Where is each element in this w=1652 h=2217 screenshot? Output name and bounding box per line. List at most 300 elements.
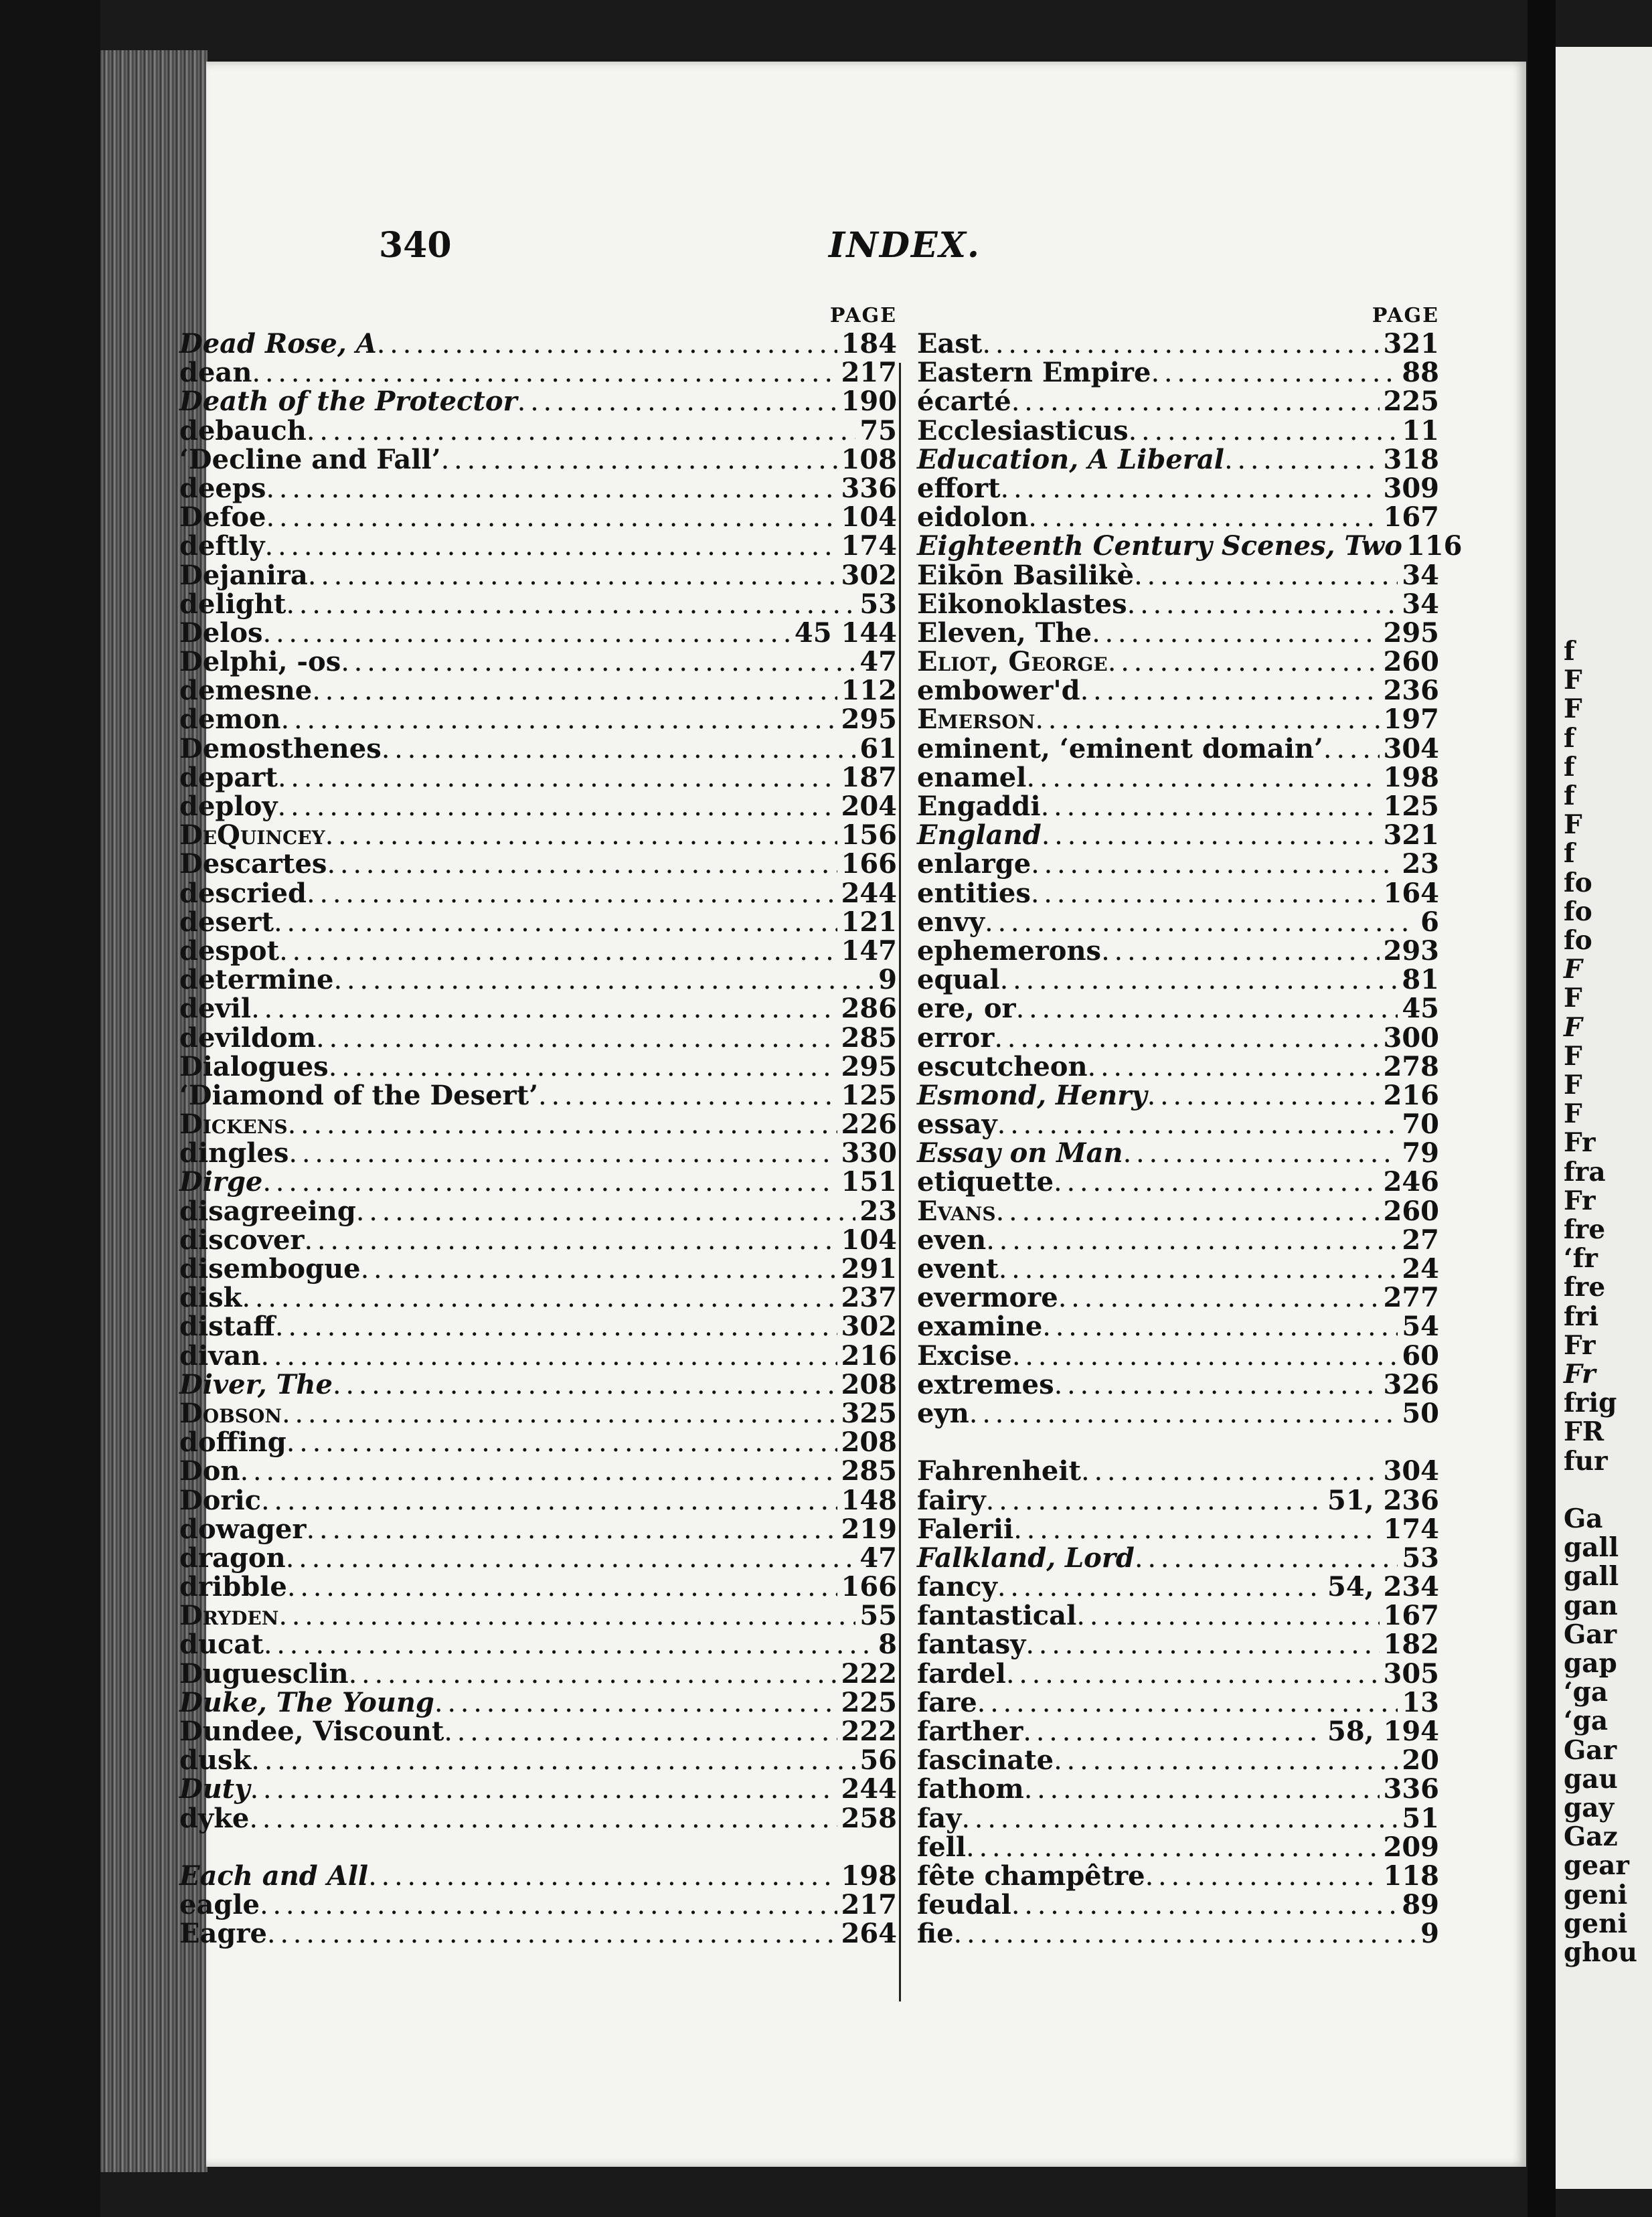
dot-leader	[307, 879, 837, 908]
entry-term: escutcheon	[917, 1050, 1088, 1082]
entry-term: eidolon	[917, 501, 1029, 533]
facing-page-fragment: frig	[1564, 1388, 1617, 1419]
index-entry	[179, 965, 897, 994]
index-entry	[179, 1804, 897, 1833]
dot-leader	[985, 908, 1416, 937]
entry-term: Eleven, The	[917, 617, 1092, 649]
entry-term: etiquette	[917, 1166, 1054, 1198]
entry-page-number: 156	[841, 819, 897, 851]
entry-term: despot	[179, 934, 280, 967]
index-entry	[917, 1515, 1439, 1544]
entry-term: Education, A Liberal	[917, 443, 1224, 475]
dot-leader	[1016, 994, 1398, 1023]
index-entry	[179, 1688, 897, 1717]
index-entry	[917, 1688, 1439, 1717]
index-entry	[179, 1717, 897, 1746]
entry-term: eyn	[917, 1397, 969, 1429]
entry-page-number: 326	[1383, 1368, 1439, 1400]
entry-term: Don	[179, 1455, 240, 1487]
facing-page-fragment: fre	[1564, 1214, 1606, 1245]
entry-page-number: 226	[841, 1108, 897, 1141]
dot-leader	[312, 676, 837, 706]
entry-term: Dryden	[179, 1600, 279, 1632]
entry-term: eagle	[179, 1889, 260, 1921]
dot-leader	[278, 792, 837, 821]
entry-term: dribble	[179, 1571, 287, 1603]
dot-leader	[275, 1312, 837, 1341]
facing-page-fragment: Ga	[1564, 1503, 1603, 1534]
entry-term: doffing	[179, 1426, 286, 1459]
dot-leader	[278, 1601, 855, 1631]
index-entry	[179, 1457, 897, 1485]
dot-leader	[1081, 1457, 1379, 1486]
dot-leader	[288, 1139, 837, 1168]
index-entry	[917, 792, 1439, 821]
entry-term: disembogue	[179, 1253, 361, 1285]
entry-page-number: 104	[841, 501, 897, 533]
entry-term: fie	[917, 1918, 954, 1950]
entry-page-number: 198	[841, 1860, 897, 1892]
index-entry	[179, 1139, 897, 1167]
dot-leader	[1129, 416, 1398, 446]
entry-term: Falkland, Lord	[917, 1542, 1135, 1574]
facing-page-fragment: f	[1564, 636, 1575, 667]
entry-page-number: 304	[1383, 1455, 1439, 1487]
entry-page-number: 291	[841, 1253, 897, 1285]
dot-leader	[434, 1688, 837, 1718]
index-entry	[917, 1717, 1439, 1746]
dot-leader	[441, 445, 837, 475]
dot-leader	[287, 1572, 837, 1602]
entry-term: Fahrenheit	[917, 1455, 1082, 1487]
dot-leader	[1323, 734, 1380, 764]
entry-term: Esmond, Henry	[917, 1079, 1147, 1111]
entry-page-number: 47	[859, 1542, 897, 1574]
entry-page-number: 45	[1402, 993, 1439, 1025]
dot-leader	[1101, 936, 1379, 966]
dot-leader	[267, 1919, 837, 1949]
entry-page-number: 318	[1383, 443, 1439, 475]
entry-term: Dirge	[179, 1166, 263, 1198]
entry-page-number: 54, 234	[1327, 1571, 1439, 1603]
entry-page-number: 244	[841, 877, 897, 909]
index-entry	[179, 416, 897, 445]
entry-term: East	[917, 328, 983, 359]
entry-term: Emerson	[917, 704, 1036, 736]
dot-leader	[1042, 1312, 1398, 1341]
entry-term: desert	[179, 906, 274, 938]
dot-leader	[1145, 1862, 1380, 1891]
entry-term: ‘Diamond of the Desert’	[179, 1079, 539, 1111]
dot-leader	[1054, 1746, 1398, 1775]
dot-leader	[304, 1226, 837, 1255]
dot-leader	[264, 1630, 874, 1659]
page-number: 340	[379, 225, 452, 266]
entry-page-number: 225	[841, 1686, 897, 1718]
index-entry	[179, 1428, 897, 1457]
entry-page-number: 112	[841, 675, 897, 707]
dot-leader	[538, 1081, 837, 1111]
dot-leader	[1024, 1775, 1380, 1804]
dot-leader	[997, 1572, 1323, 1602]
entry-term: Dead Rose, A	[179, 328, 377, 359]
entry-page-number: 9	[1420, 1918, 1439, 1950]
entry-page-number: 88	[1402, 357, 1439, 389]
facing-page-fragment: F	[1564, 1040, 1582, 1072]
index-entry	[917, 530, 1463, 562]
dot-leader	[1042, 821, 1380, 850]
entry-term: effort	[917, 472, 1001, 504]
dot-leader	[282, 1399, 837, 1428]
index-entry	[179, 879, 897, 908]
entry-page-number: 116	[1406, 530, 1463, 562]
entry-term: discover	[179, 1224, 305, 1256]
index-entry	[917, 1572, 1439, 1601]
dot-leader	[1031, 849, 1398, 879]
index-entry	[917, 1110, 1439, 1139]
entry-page-number: 13	[1402, 1686, 1439, 1718]
dot-leader	[1092, 619, 1379, 648]
entry-page-number: 51, 236	[1327, 1484, 1439, 1516]
dot-leader	[263, 619, 791, 648]
facing-page-fragment: f	[1564, 781, 1575, 811]
entry-term: dragon	[179, 1542, 286, 1574]
entry-page-number: 209	[1383, 1831, 1439, 1863]
entry-page-number: 321	[1383, 819, 1439, 851]
entry-term: Dundee, Viscount	[179, 1716, 444, 1747]
entry-term: embower'd	[917, 675, 1080, 707]
dot-leader	[1031, 879, 1380, 908]
index-entry	[179, 1254, 897, 1283]
book-page	[179, 62, 1526, 2167]
index-column-left	[179, 303, 897, 1949]
dot-leader	[1108, 647, 1380, 677]
dot-leader	[1076, 1601, 1379, 1631]
index-entry	[179, 1862, 897, 1890]
entry-term: equal	[917, 964, 1000, 996]
facing-page-fragment: geni	[1564, 1879, 1628, 1910]
entry-term: Dejanira	[179, 559, 308, 591]
dot-leader	[251, 1746, 855, 1775]
entry-term: delight	[179, 588, 286, 620]
index-entry	[917, 705, 1439, 734]
entry-term: eminent, ‘eminent domain’	[917, 732, 1323, 764]
index-entry	[179, 1630, 897, 1659]
entry-page-number: 60	[1402, 1339, 1439, 1372]
entry-page-number: 61	[859, 732, 897, 764]
index-entry	[917, 1630, 1439, 1659]
dot-leader	[994, 1023, 1379, 1053]
entry-term: ere, or	[917, 993, 1016, 1025]
entry-page-number: 47	[859, 646, 897, 678]
entry-page-number: 197	[1383, 704, 1439, 736]
index-entry	[179, 1081, 897, 1110]
entry-term: Delos	[179, 617, 263, 649]
entry-term: descried	[179, 877, 307, 909]
entry-term: ‘Decline and Fall’	[179, 443, 441, 475]
entry-page-number: 23	[1402, 848, 1439, 880]
entry-page-number: 246	[1383, 1166, 1439, 1198]
index-entry	[179, 1515, 897, 1544]
dot-leader	[349, 1659, 837, 1689]
entry-page-number: 54	[1402, 1311, 1439, 1343]
entry-term: feudal	[917, 1889, 1011, 1921]
entry-term: fare	[917, 1686, 977, 1718]
facing-page-fragment: fo	[1564, 925, 1592, 956]
entry-term: divan	[179, 1339, 261, 1372]
dot-leader	[1135, 1544, 1398, 1573]
facing-page-fragment: ‘fr	[1564, 1243, 1598, 1275]
dot-leader	[1012, 1341, 1398, 1371]
dot-leader	[1054, 1370, 1380, 1400]
entry-page-number: 217	[841, 1889, 897, 1921]
entry-term: Excise	[917, 1339, 1012, 1372]
facing-page-fragment: gan	[1564, 1590, 1618, 1621]
entry-term: Ecclesiasticus	[917, 414, 1129, 446]
dot-leader	[1025, 1630, 1379, 1659]
index-entry	[917, 763, 1439, 792]
entry-page-number: 148	[841, 1484, 897, 1516]
entry-page-number: 286	[841, 993, 897, 1025]
index-entry	[917, 1659, 1439, 1688]
entry-page-number: 125	[1383, 791, 1439, 822]
entry-page-number: 53	[1402, 1542, 1439, 1574]
entry-term: fête champêtre	[917, 1860, 1145, 1892]
dot-leader	[982, 329, 1379, 359]
dot-leader	[1035, 705, 1379, 734]
dot-leader	[1123, 1139, 1398, 1168]
index-entry	[179, 561, 897, 590]
entry-page-number: 55	[859, 1600, 897, 1632]
index-entry	[179, 329, 897, 358]
dot-leader	[278, 763, 837, 793]
index-entry	[179, 1486, 897, 1515]
entry-term: Essay on Man	[917, 1137, 1123, 1169]
index-entry	[917, 1370, 1439, 1399]
index-entry	[179, 445, 897, 474]
dot-leader	[261, 1486, 837, 1515]
index-entry	[917, 416, 1439, 445]
facing-page-fragment: F	[1564, 1011, 1582, 1043]
index-column-right	[917, 303, 1463, 1950]
entry-page-number: 58, 194	[1327, 1716, 1439, 1747]
entry-page-number: 121	[841, 906, 897, 938]
index-entry	[917, 358, 1439, 387]
entry-term: deploy	[179, 791, 278, 822]
entry-term: enlarge	[917, 848, 1031, 880]
index-entry	[917, 1052, 1439, 1081]
entry-term: farther	[917, 1716, 1023, 1747]
running-head: INDEX.	[829, 225, 981, 266]
entry-term: England	[917, 819, 1042, 851]
index-entry	[179, 936, 897, 965]
entry-page-number: 304	[1383, 732, 1439, 764]
facing-page-fragment: F	[1564, 665, 1582, 696]
entry-page-number: 70	[1402, 1108, 1439, 1141]
entry-page-number: 293	[1383, 934, 1439, 967]
index-entry	[179, 1544, 897, 1572]
entry-page-number: 174	[841, 530, 897, 562]
entry-page-number: 164	[1383, 877, 1439, 909]
facing-page-fragment: F	[1564, 1098, 1582, 1130]
dot-leader	[966, 1833, 1379, 1862]
entry-page-number: 285	[841, 1455, 897, 1487]
index-entry	[917, 647, 1439, 676]
entry-page-number: 174	[1383, 1513, 1439, 1545]
entry-page-number: 198	[1383, 761, 1439, 793]
dot-leader	[240, 1457, 837, 1486]
dot-leader	[286, 1544, 856, 1573]
entry-page-number: 81	[1402, 964, 1439, 996]
entry-term: disagreeing	[179, 1195, 356, 1227]
entry-term: enamel	[917, 761, 1027, 793]
facing-page-fragment: F	[1564, 809, 1582, 841]
index-entry	[179, 619, 897, 647]
entry-page-number: 56	[859, 1744, 897, 1777]
entry-term: Eagre	[179, 1918, 267, 1950]
entry-term: demesne	[179, 675, 313, 707]
index-entry	[179, 1572, 897, 1601]
index-entry	[917, 329, 1439, 358]
index-entry	[917, 1226, 1439, 1254]
column-divider	[899, 363, 901, 2001]
section-gap	[179, 1833, 897, 1862]
index-entry	[179, 1341, 897, 1370]
entry-term: Descartes	[179, 848, 327, 880]
index-entry	[917, 387, 1439, 416]
facing-page-fragment: gall	[1564, 1532, 1619, 1564]
entry-term: examine	[917, 1311, 1043, 1343]
index-entry	[179, 763, 897, 792]
index-entry	[917, 1081, 1439, 1110]
dot-leader	[1080, 676, 1380, 706]
dot-leader	[1026, 763, 1379, 793]
facing-page-fragment: f	[1564, 722, 1575, 754]
facing-page-fragment: Fr	[1564, 1127, 1596, 1159]
dot-leader	[1127, 590, 1398, 619]
dot-leader	[1013, 1515, 1379, 1544]
entry-page-number: 336	[1383, 1773, 1439, 1805]
index-list	[917, 328, 1463, 1950]
facing-page-fragment: Gar	[1564, 1734, 1617, 1766]
entry-term: Diver, The	[179, 1368, 333, 1400]
dot-leader	[986, 1226, 1398, 1255]
entry-term: dowager	[179, 1513, 307, 1545]
facing-page-fragment: fra	[1564, 1156, 1606, 1187]
entry-page-number: 258	[841, 1802, 897, 1834]
index-entry	[179, 590, 897, 619]
entry-term: Eikonoklastes	[917, 588, 1127, 620]
entry-term: Eighteenth Century Scenes, Two	[917, 530, 1402, 562]
index-entry	[917, 1399, 1439, 1428]
entry-page-number: 260	[1383, 1195, 1439, 1227]
entry-term: fantastical	[917, 1600, 1077, 1632]
entry-term: Dobson	[179, 1397, 282, 1429]
entry-page-number: 167	[1383, 501, 1439, 533]
entry-term: extremes	[917, 1368, 1054, 1400]
dot-leader	[1151, 358, 1398, 388]
entry-term: determine	[179, 964, 334, 996]
entry-page-number: 166	[841, 1571, 897, 1603]
facing-page-fragment: gall	[1564, 1561, 1619, 1592]
facing-page-fragment: geni	[1564, 1908, 1628, 1939]
entry-page-number: 219	[841, 1513, 897, 1545]
dot-leader	[281, 705, 837, 734]
entry-page-number: 208	[841, 1426, 897, 1459]
facing-page-fragment: gap	[1564, 1648, 1617, 1679]
dot-leader	[249, 1804, 837, 1833]
entry-page-number: 147	[841, 934, 897, 967]
index-entry	[917, 1746, 1439, 1775]
dot-leader	[333, 1370, 837, 1400]
entry-term: error	[917, 1021, 995, 1054]
book-gutter	[1527, 0, 1556, 2217]
entry-page-number: 302	[841, 559, 897, 591]
entry-page-number: 285	[841, 1021, 897, 1054]
entry-page-number: 190	[841, 386, 897, 418]
index-entry	[179, 531, 897, 560]
index-entry	[179, 1283, 897, 1312]
entry-term: envy	[917, 906, 985, 938]
entry-page-number: 295	[1383, 617, 1439, 649]
facing-page-fragment: f	[1564, 751, 1575, 783]
section-gap	[917, 1428, 1439, 1457]
index-entry	[917, 1197, 1439, 1226]
entry-page-number: 79	[1402, 1137, 1439, 1169]
entry-page-number: 118	[1383, 1860, 1439, 1892]
entry-page-number: 277	[1383, 1282, 1439, 1314]
facing-page-fragment: ghou	[1564, 1937, 1637, 1968]
entry-page-number: 309	[1383, 472, 1439, 504]
dot-leader	[260, 1890, 837, 1920]
facing-page-fragment: FR	[1564, 1416, 1604, 1448]
entry-term: essay	[917, 1108, 997, 1141]
entry-page-number: 9	[878, 964, 897, 996]
entry-term: deeps	[179, 472, 266, 504]
column-heading: PAGE	[1372, 304, 1439, 327]
dot-leader	[307, 1515, 837, 1544]
index-entry	[917, 1919, 1439, 1948]
entry-term: dusk	[179, 1744, 252, 1777]
index-entry	[179, 705, 897, 734]
entry-term: devildom	[179, 1021, 317, 1054]
dot-leader	[977, 1688, 1398, 1718]
index-entry	[917, 1283, 1439, 1312]
entry-page-number: 264	[841, 1918, 897, 1950]
entry-page-number: 187	[841, 761, 897, 793]
index-entry	[179, 1197, 897, 1226]
entry-page-number: 204	[841, 791, 897, 822]
dot-leader	[517, 387, 837, 416]
entry-term: Duke, The Young	[179, 1686, 434, 1718]
index-entry	[917, 734, 1439, 763]
entry-page-number: 45 144	[794, 617, 897, 649]
dot-leader	[377, 329, 837, 359]
index-entry	[917, 561, 1439, 590]
entry-page-number: 11	[1402, 414, 1439, 446]
entry-page-number: 216	[1383, 1079, 1439, 1111]
entry-term: fay	[917, 1802, 962, 1834]
index-entry	[179, 734, 897, 763]
entry-term: DeQuincey	[179, 819, 325, 851]
entry-term: Duguesclin	[179, 1657, 349, 1690]
entry-term: dingles	[179, 1137, 289, 1169]
dot-leader	[1058, 1283, 1380, 1313]
facing-page-fragment: F	[1564, 954, 1582, 985]
dot-leader	[308, 561, 837, 590]
dot-leader	[1054, 1167, 1379, 1197]
index-entry	[917, 936, 1439, 965]
